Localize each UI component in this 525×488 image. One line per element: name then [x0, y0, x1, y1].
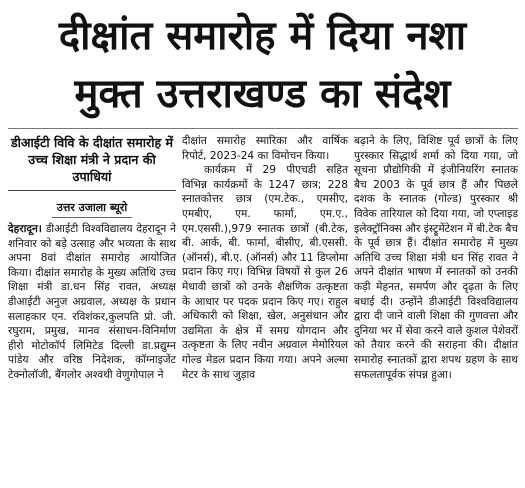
dateline: देहरादून। — [8, 223, 42, 235]
headline-divider — [8, 128, 518, 129]
subhead-divider — [8, 190, 176, 191]
column-2-paragraph-2: कार्यक्रम में 29 पीएचडी सहित विभिन्न कार्यक्रमों के 1247 छात्र; 228 स्नातकोत्तर छात्र (एम.टेक., एमसीए, एमबीए, एम. फार्मा, एम.ए., एम.एससी.),979 स्नातक छात्रों (बी.टेक, बी. आर्क, बी. फार्मा, बीसीए, बी.एससी. (ऑनर्स), बी.ए. (ऑनर्स) और 11 डिप्लोमा प्रदान किए गए। विभिन्न विषयों से कुल 26 मेधावी छात्रों को उनके शैक्षणिक उत्कृष्टता के आधार पर पदक प्रदान किए गए। राहुल अधिकारी को शिक्षा, खेल, अनुसंधान और उद्यमिता के क्षेत्र में समग्र योगदान और उत्कृष्टता के लिए नवीन अग्रवाल मेमोरियल गोल्ड मेडल प्रदान किया गया। अपने अल्मा मेटर के साथ जुड़ाव — [182, 164, 348, 381]
article-column-3 — [354, 134, 518, 382]
sub-headline: डीआईटी विवि के दीक्षांत समारोह में उच्च शिक्षा मंत्री ने प्रदान की उपाधियां — [10, 135, 174, 184]
headline-line-2: मुक्त उत्तराखण्ड का संदेश — [74, 71, 451, 117]
byline: उत्तर उजाला ब्यूरो — [56, 201, 128, 214]
byline-underline — [52, 217, 132, 218]
article-column-1 — [8, 134, 176, 383]
column-2-paragraph-1: दीक्षांत समारोह स्मारिका और वार्षिक रिपोर्ट, 2023-24 का विमोचन किया। — [182, 135, 348, 162]
headline-line-1: दीक्षांत समारोह में दिया नशा — [58, 13, 467, 59]
column-3-text: बढ़ाने के लिए, विशिष्ट पूर्व छात्रों के लिए पुरस्कार सिद्धार्थ शर्मा को दिया गया, जो सूचना प्रौद्योगिकी में इंजीनियरिंग स्नातक बैच 2003 के पूर्व छात्र हैं और पिछले दशक के स्नातक (गोल्ड) पुरस्कार श्री विवेक तारियाल को दिया गया, जो एप्लाइड इलेक्ट्रॉनिक्स और इंस्ट्रूमेंटेशन में बी.टेक बैच के पूर्व छात्र हैं। दीक्षांत समारोह में मुख्य अतिथि उच्च शिक्षा मंत्री धन सिंह रावत ने अपने दीक्षांत भाषण में स्नातकों को उनकी कड़ी मेहनत, समर्पण और दृढ़ता के लिए बधाई दी। उन्होंने डीआईटी विश्वविद्यालय द्वारा दी जाने वाली शिक्षा की गुणवत्ता और दुनिया भर में सेवा करने वाले कुशल पेशेवरों को तैयार करने की सराहना की। दीक्षांत समारोह स्नातकों द्वारा शपथ ग्रहण के साथ सफलतापूर्वक संपन्न हुआ। — [354, 135, 518, 381]
column-1-text — [8, 222, 176, 383]
column-1-body: डीआईटी विश्वविद्यालय देहरादून ने शनिवार को बड़े उत्साह और भव्यता के साथ अपना 8वां दीक्षांत समारोह आयोजित किया। दीक्षांत समारोह के मुख्य अतिथि उच्च शिक्षा मंत्री डा.धन सिंह रावत, अध्यक्ष डीआईटी अनुज अग्रवाल, अध्यक्ष के प्रधान सलाहकार एन. रविशंकर,कुलपति प्रो. जी. रघुराम, प्रमुख, मानव संसाधन-विनिर्माण हीरो मोटोकॉर्प लिमिटेड दिल्ली डा.प्रद्युम्न पांडेय और वरिष्ठ निदेशक, कॉग्नाइजेंट टेक्नोलॉजी, बैंगलोर अश्वथी वेणुगोपाल ने — [8, 223, 176, 381]
article-column-2 — [182, 134, 348, 382]
